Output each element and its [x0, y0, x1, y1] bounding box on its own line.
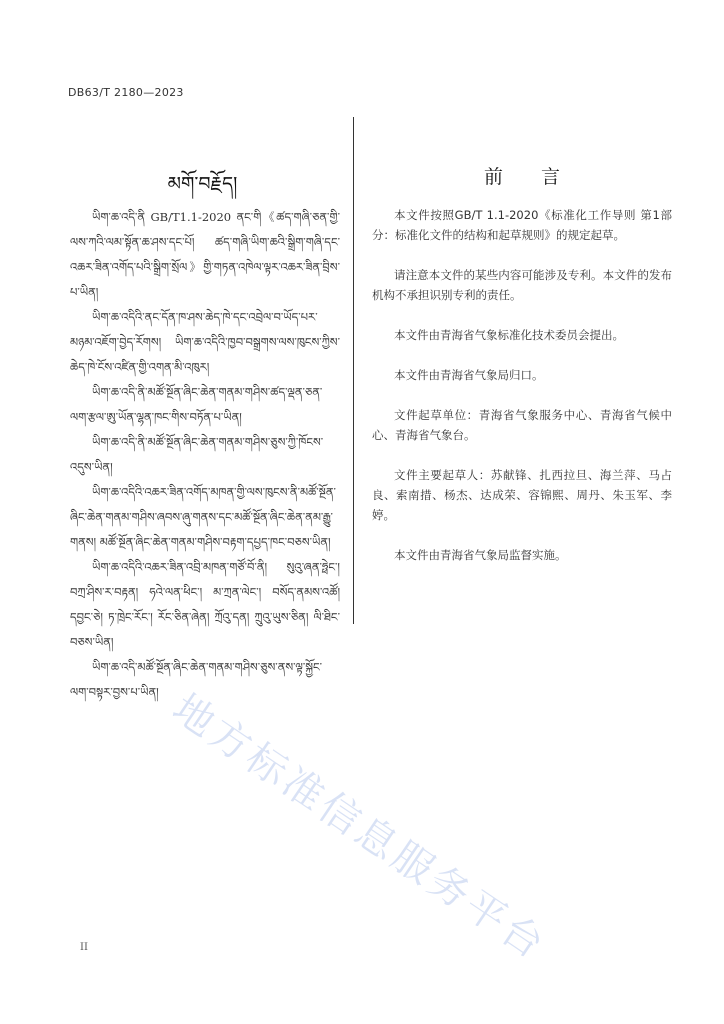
chinese-paragraph: 文件主要起草人：苏献锋、扎西拉旦、海兰萍、马占良、索南措、杨杰、达成荣、容锦熙、周丹、朱玉军、李婷。 — [372, 468, 672, 522]
chinese-paragraph: 文件起草单位：青海省气象服务中心、青海省气候中心、青海省气象台。 — [372, 408, 672, 442]
chinese-paragraph: 请注意本文件的某些内容可能涉及专利。本文件的发布机构不承担识别专利的责任。 — [372, 268, 672, 302]
tibetan-paragraph: ཡིག་ཆ་འདི་ནི་མཚོ་སྔོན་ཞིང་ཆེན་གནམ་གཤིས་ཅུས་ཀྱི་ཁོངས་འདུས་ཡིན། — [70, 435, 324, 474]
chinese-paragraph: 本文件由青海省气象局归口。 — [394, 368, 544, 382]
page-number: II — [80, 942, 88, 953]
tibetan-column — [70, 205, 340, 705]
tibetan-paragraph: ཡིག་ཆ་འདི་ནི་མཚོ་སྔོན་ཞིང་ཆེན་གནམ་གཤིས་ཚད་ལྡན་ཅན་ལག་རྩལ་ཨུ་ཡོན་ལྷན་ཁང་གིས་བཏོན་པ་ཡིན། — [70, 385, 323, 424]
tibetan-paragraph: ཡིག་ཆ་འདིའི་འཆར་ཟིན་འགོད་མཁན་གྱི་ལས་ཁུངས་ནི་མཚོ་སྔོན་ཞིང་ཆེན་གནམ་གཤིས་ཞབས་ཞུ་གནས་དང་མཚོ་སྔོན་ཞིང་ཆེན་ནམ་རྒྱུ་གནས། མཚོ་སྔོན་ཞིང་ཆེན་གནམ་གཤིས་བརྟག་དཔྱད་ཁང་བཅས་ཡིན། — [70, 485, 336, 549]
column-divider — [353, 117, 354, 624]
tibetan-title: མགོ་བརྗོད། — [167, 173, 238, 195]
document-code: DB63/T 2180—2023 — [68, 86, 184, 99]
tibetan-paragraph: ཡིག་ཆ་འདི་མཚོ་སྔོན་ཞིང་ཆེན་གནམ་གཤིས་ཅུས་ནས་ལྟ་སྐྱོང་ལག་བསྟར་བྱས་པ་ཡིན། — [70, 660, 323, 699]
chinese-column — [372, 205, 672, 585]
watermark-text: 地方标准信息服务平台 — [164, 685, 555, 970]
tibetan-paragraph: ཡིག་ཆ་འདིའི་ནང་དོན་ཁ་ཤས་ཆེད་ཁེ་དང་འབྲེལ་བ་ཡོད་པར་མཉམ་འཇོག་བྱེད་རོགས། ཡིག་ཆ་འདིའི་ཁྱབ་བསྒྲགས་ལས་ཁུངས་ཀྱིས་ཆེད་ཁེ་ངོས་འཛིན་གྱི་འགན་མི་འཁུར། — [70, 310, 340, 374]
chinese-paragraph: 本文件由青海省气象局监督实施。 — [394, 548, 567, 562]
chinese-title: 前言 — [483, 166, 598, 188]
chinese-paragraph: 本文件按照GB/T 1.1-2020《标准化工作导则 第1部分：标准化文件的结构和起草规则》的规定起草。 — [372, 208, 672, 242]
chinese-paragraph: 本文件由青海省气象标准化技术委员会提出。 — [394, 328, 624, 342]
tibetan-paragraph: ཡིག་ཆ་འདི་ནི GB/T1.1-2020 ནང་གི《ཚད་གཞི་ཅན་གྱི་ལས་ཀའི་ལམ་སྟོན་ཆ་ཤས་དང་པོ། ཚད་གཞི་ཡིག་ཆའི་སྒྲིག་གཞི་དང་འཆར་ཟིན་འགོད་པའི་སྒྲིག་སྲོལ》གྱི་གཏན་འཁེལ་ལྟར་འཆར་ཟིན་བྲིས་པ་ཡིན། — [70, 210, 340, 299]
tibetan-paragraph: ཡིག་ཆ་འདིའི་འཆར་ཟིན་འབྲི་མཁན་གཙོ་བོ་ནི། སུའུ་ཞན་ཧྥེང་། བཀྲ་ཤིས་ར་བརྟན། ཧའེ་ལན་ཕིང་། མ་ཀྲན་ལེང་། བསོད་ནམས་འཚོ། དབྱང་ཅེ། ཏ་ཁྲེང་རོང་། རོང་ཅིན་ཞེན། ཀྲོའུ་དན། ཀྲུའུ་ཡུས་ཅིན། ལི་ཐིང་བཅས་ཡིན། — [70, 560, 340, 649]
